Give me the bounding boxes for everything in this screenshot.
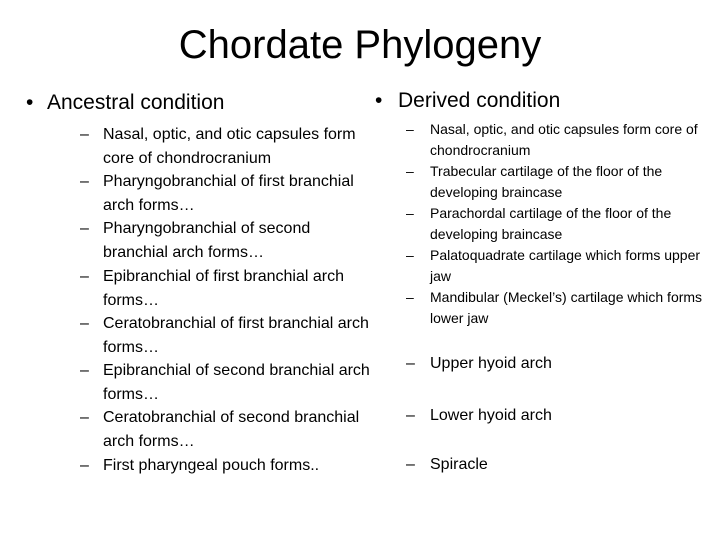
dash-icon: – <box>406 205 414 221</box>
dash-icon: – <box>80 268 89 285</box>
list-item-text: Trabecular cartilage of the floor of the developing braincase <box>430 163 663 200</box>
list-item <box>80 312 370 359</box>
dash-icon: – <box>80 173 89 190</box>
list-item <box>406 161 716 203</box>
dash-icon: – <box>406 163 414 179</box>
list-item <box>406 245 716 287</box>
list-item <box>406 353 552 375</box>
list-item <box>406 454 488 476</box>
list-item <box>80 170 370 217</box>
dash-icon: – <box>406 121 414 137</box>
dash-icon: – <box>406 407 415 424</box>
dash-icon: – <box>406 456 415 473</box>
dash-icon: – <box>80 409 89 426</box>
list-item-text: Epibranchial of first branchial arch forms… <box>103 268 345 309</box>
list-item <box>80 359 370 406</box>
list-item-text: Pharyngobranchial of second branchial arch forms… <box>103 220 311 261</box>
dash-icon: – <box>406 247 414 263</box>
dash-icon: – <box>406 289 414 305</box>
list-item <box>80 123 370 170</box>
list-item-text: Parachordal cartilage of the floor of the developing braincase <box>430 205 672 242</box>
list-item <box>406 203 716 245</box>
list-item <box>80 217 370 264</box>
list-item-text: Upper hyoid arch <box>430 355 552 372</box>
slide-title: Chordate Phylogeny <box>178 23 542 67</box>
list-item <box>406 405 552 427</box>
list-item-text: Palatoquadrate cartilage which forms upper jaw <box>430 247 701 284</box>
list-item-text: Epibranchial of second branchial arch forms… <box>103 362 370 403</box>
list-item <box>80 265 370 312</box>
list-item <box>406 287 716 329</box>
dash-icon: – <box>80 315 89 332</box>
bullet-icon: • <box>26 91 34 114</box>
ancestral-heading-label: Ancestral condition <box>47 91 225 114</box>
bullet-icon: • <box>375 89 383 112</box>
list-item-text: Lower hyoid arch <box>430 407 552 424</box>
dash-icon: – <box>80 220 89 237</box>
dash-icon: – <box>80 126 89 143</box>
list-item-text: Nasal, optic, and otic capsules form core of chondrocranium <box>103 126 356 167</box>
list-item-text: Ceratobranchial of second branchial arch forms… <box>103 409 360 450</box>
dash-icon: – <box>406 355 415 372</box>
list-item-text: Pharyngobranchial of first branchial arch forms… <box>103 173 354 214</box>
derived-heading-label: Derived condition <box>398 89 561 112</box>
list-item-text: First pharyngeal pouch forms.. <box>103 457 320 474</box>
list-item <box>80 406 370 453</box>
list-item <box>80 454 319 478</box>
list-item-text: Mandibular (Meckel’s) cartilage which forms lower jaw <box>430 289 703 326</box>
list-item-text: Nasal, optic, and otic capsules form core of chondrocranium <box>430 121 698 158</box>
list-item-text: Ceratobranchial of first branchial arch forms… <box>103 315 369 356</box>
dash-icon: – <box>80 362 89 379</box>
dash-icon: – <box>80 457 89 474</box>
list-item <box>406 119 716 161</box>
list-item-text: Spiracle <box>430 456 488 473</box>
